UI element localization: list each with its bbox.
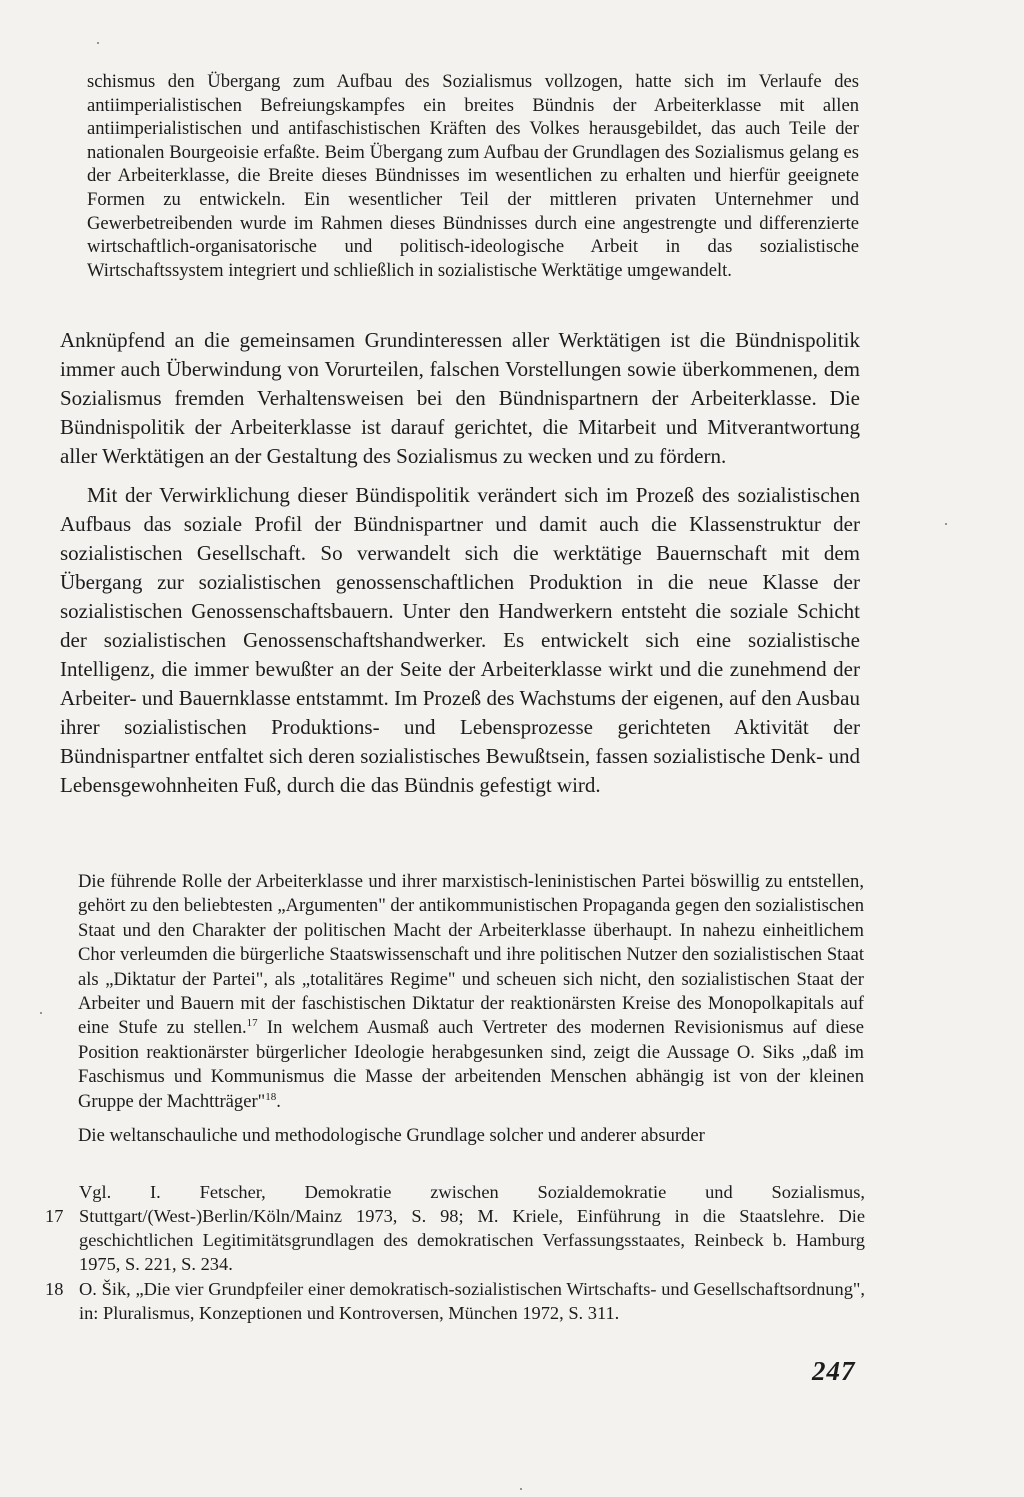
paragraph-continued: schismus den Übergang zum Aufbau des Sozialismus vollzogen, hatte sich im Verlaufe des antiimperialistischen Befreiungskampfes ein breites Bündnis der Arbeiterklasse mit allen antiimperialistischen und antifaschistischen Kräften des Volkes herausgebildet, das auch Teile der nationalen Bourgeoisie erfaßte. Beim Übergang zum Aufbau der Grundlagen des Sozialismus gelang es der Arbeiterklasse, die Breite dieses Bündnisses im wesentlichen zu erhalten und hierfür geeignete Formen zu entwickeln. Ein wesentlicher Teil der mittleren privaten Unternehmer und Gewerbetreibenden wurde im Rahmen dieses Bündnisses durch eine angestrengte und differenzierte wirtschaftlich-organisatorische und politisch-ideologische Arbeit in das sozialistische Wirtschaftssystem integriert und schließlich in sozialistische Werktätige umgewandelt. xyxy=(87,71,859,281)
scan-speck xyxy=(945,523,947,525)
excursus-text-part1: Die führende Rolle der Arbeiterklasse und ihrer marxistisch-leninistischen Partei böswillig zu entstellen, gehört zu den beliebtesten „Argumenten" der antikommunistischen Propaganda gegen den sozialistischen Staat und den Charakter der politischen Macht der Arbeiterklasse überhaupt. In nahezu einheitlichem Chor verleumden die bürgerliche Staatswissenschaft und ihre politischen Nutzer den sozialistischen Staat als „Diktatur der Partei", als „totalitäres Regime" und scheuen sich nicht, den sozialistischen Staat der Arbeiter und Bauern mit der faschistischen Diktatur der reaktionärsten Kreise des Monopolkapitals auf eine Stufe zu stellen. xyxy=(78,871,864,1039)
excursus-last-line: Die weltanschauliche und methodologische Grundlage solcher und anderer absurder xyxy=(78,1125,705,1146)
excursus-text-part3: . xyxy=(276,1090,281,1112)
paragraph-mit-der-verwirklichung: Mit der Verwirklichung dieser Bündispolitik verändert sich im Prozeß des sozialistischen Aufbaus das soziale Profil der Bündnispartner und damit auch die Klassenstruktur der sozialistischen Gesellschaft. So verwandelt sich die werktätige Bauernschaft mit dem Übergang zur sozialistischen genossenschaftlichen Produktion in die neue Klasse der sozialistischen Genossenschaftsbauern. Unter den Handwerkern entsteht die soziale Schicht der sozialistischen Genossenschaftshandwerker. Es entwickelt sich eine sozialistische Intelligenz, die immer bewußter an der Seite der Arbeiterklasse wirkt und die zunehmend der Arbeiter- und Bauernklasse entstammt. Im Prozeß des Wachstums der eigenen, auf den Ausbau ihrer sozialistischen Produktions- und Lebensprozesse gerichteten Aktivität der Bündnispartner entfaltet sich deren sozialistisches Bewußtsein, fassen sozialistische Denk- und Lebensgewohnheiten Fuß, durch die das Bündnis gefestigt wird. xyxy=(60,483,860,797)
excursus-text-part2: In welchem Ausmaß auch Vertreter des modernen Revisionismus auf diese Position reaktionärster bürgerlicher Ideologie herabgesunken sind, zeigt die Aussage O. Siks „daß im Faschismus und Kommunismus die Masse der arbeitenden Menschen abhängig ist von der kleinen Gruppe der Machtträger" xyxy=(78,1017,864,1112)
footnotes xyxy=(45,1180,865,1326)
excursus-paragraph xyxy=(78,870,864,1114)
page-number: 247 xyxy=(812,1356,856,1386)
scan-speck xyxy=(97,42,99,44)
footnote-ref-17: 17 xyxy=(246,1017,258,1030)
footnote-18 xyxy=(45,1277,865,1325)
footnote-number: 18 xyxy=(45,1279,64,1299)
footnote-number: 17 xyxy=(45,1206,64,1226)
paragraph-anknuepfend: Anknüpfend an die gemeinsamen Grundinteressen aller Werktätigen ist die Bündnispolitik immer auch Überwindung von Vorurteilen, falschen Vorstellungen sowie überkommenen, dem Sozialismus fremden Verhaltensweisen bei den Bündnispartnern der Arbeiterklasse. Die Bündnispolitik der Arbeiterklasse ist darauf gerichtet, die Mitarbeit und Mitverantwortung aller Werktätigen an der Gestaltung des Sozialismus zu wecken und zu fördern. xyxy=(60,328,860,468)
footnote-17 xyxy=(45,1180,865,1276)
footnote-text: O. Šik, „Die vier Grundpfeiler einer demokratisch-sozialistischen Wirtschafts- und Gesellschaftsordnung", in: Pluralismus, Konzeptionen und Kontroversen, München 1972, S. 311. xyxy=(79,1279,865,1323)
scan-speck xyxy=(520,1488,522,1490)
scan-speck xyxy=(40,1012,42,1014)
footnote-ref-18: 18 xyxy=(265,1090,277,1103)
footnote-text: Vgl. I. Fetscher, Demokratie zwischen Sozialdemokratie und Sozialismus, Stuttgart/(West-)Berlin/Köln/Mainz 1973, S. 98; M. Kriele, Einführung in die Staatslehre. Die geschichtlichen Legitimitätsgrundlagen des demokratischen Verfassungsstaates, Reinbeck b. Hamburg 1975, S. 221, S. 234. xyxy=(79,1182,865,1274)
